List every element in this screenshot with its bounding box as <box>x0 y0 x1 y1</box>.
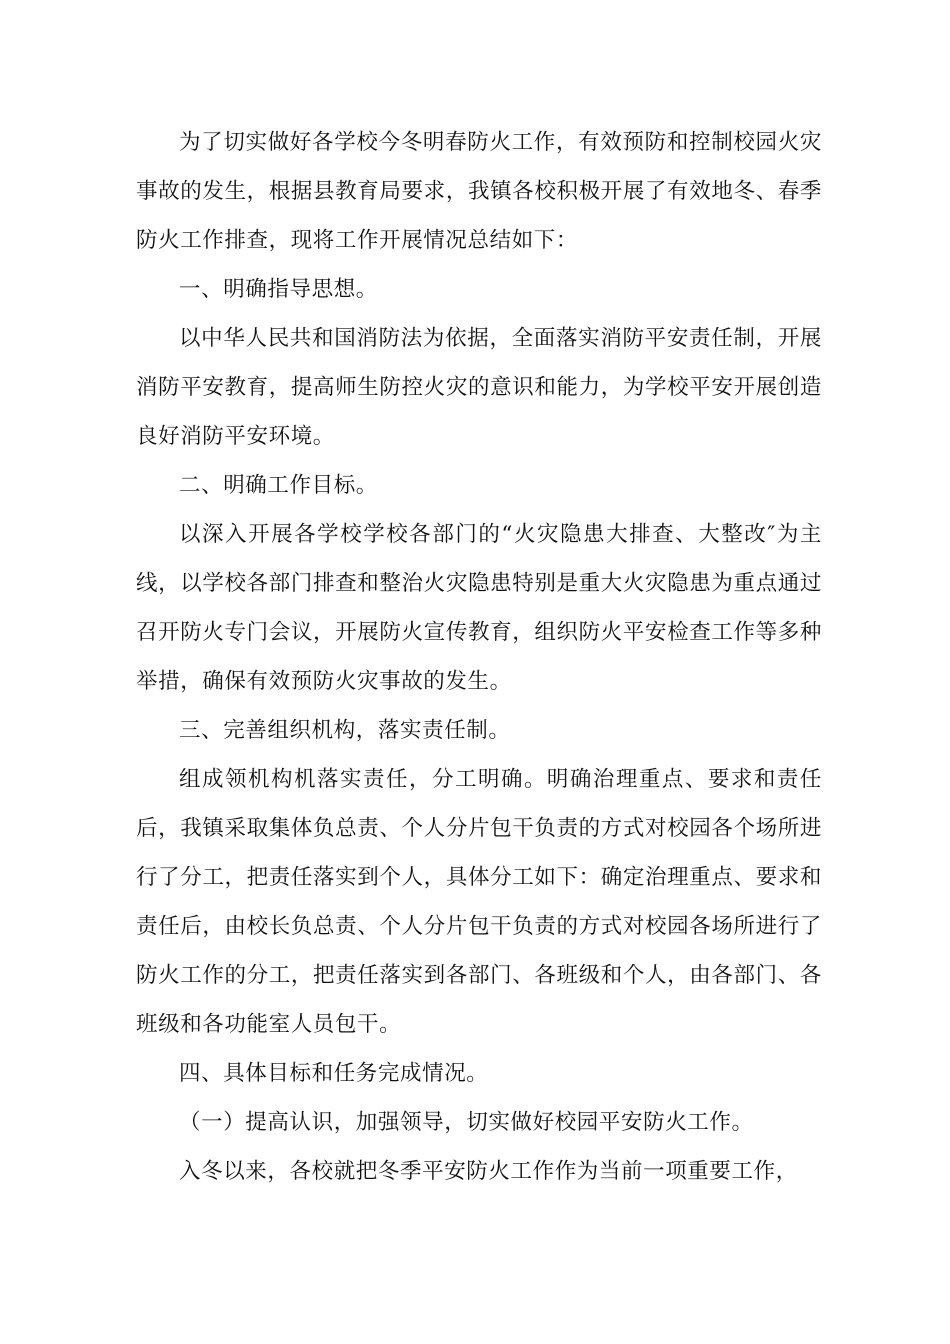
section-heading-guiding-thought: 一、明确指导思想。 <box>179 277 378 302</box>
document-body <box>136 118 822 1196</box>
intro-paragraph: 为了切实做好各学校今冬明春防火工作，有效预防和控制校园火灾事故的发生，根据县教育局要求，我镇各校积极开展了有效地冬、春季防火工作排查，现将工作开展情况总结如下： <box>136 130 822 253</box>
section-heading-work-goals: 二、明确工作目标。 <box>179 473 378 498</box>
subsection-heading-leadership: （一）提高认识，加强领导，切实做好校园平安防火工作。 <box>179 1110 754 1135</box>
organization-paragraph: 组成领机构机落实责任，分工明确。明确治理重点、要求和责任后，我镇采取集体负总责、个人分片包干负责的方式对校园各个场所进行了分工，把责任落实到个人，具体分工如下：确定治理重点、要求和责任后，由校长负总责、个人分片包干负责的方式对校园各场所进行了防火工作的分工，把责任落实到各部门、各班级和个人，由各部门、各班级和各功能室人员包干。 <box>136 767 822 1037</box>
work-goals-paragraph: 以深入开展各学校学校各部门的“火灾隐患大排查、大整改″为主线，以学校各部门排查和整治火灾隐患特别是重大火灾隐患为重点通过召开防火专门会议，开展防火宣传教育，组织防火平安检查工作等多种举措，确保有效预防火灾事故的发生。 <box>136 522 822 694</box>
section-heading-organization: 三、完善组织机构，落实责任制。 <box>179 718 511 743</box>
section-heading-targets-tasks: 四、具体目标和任务完成情况。 <box>179 1061 489 1086</box>
guiding-thought-paragraph: 以中华人民共和国消防法为依据，全面落实消防平安责任制，开展消防平安教育，提高师生防控火灾的意识和能力，为学校平安开展创造良好消防平安环境。 <box>136 326 822 449</box>
leadership-paragraph: 入冬以来，各校就把冬季平安防火工作作为当前一项重要工作， <box>179 1159 798 1184</box>
